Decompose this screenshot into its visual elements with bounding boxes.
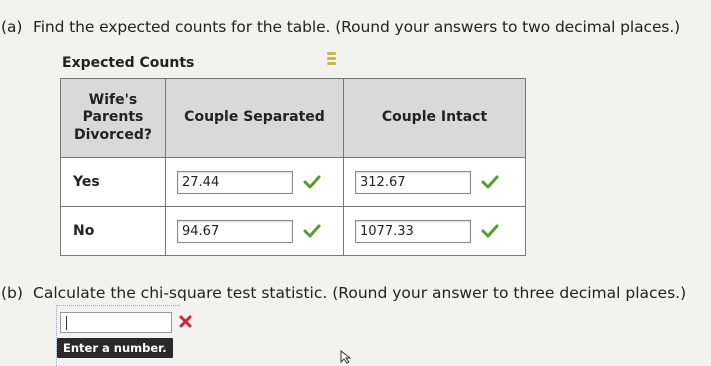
header-couple-separated: Couple Separated: [166, 79, 344, 158]
part-b-text: Calculate the chi-square test statistic. (Round your answer to three decimal places.): [33, 284, 687, 302]
incorrect-x-icon: [179, 315, 192, 328]
expected-counts-title: Expected Counts: [62, 55, 195, 71]
loading-spinner-icon: [323, 50, 339, 72]
text-caret: [66, 316, 67, 330]
input-tooltip: Enter a number.: [57, 338, 173, 358]
part-b-label: (b): [1, 284, 23, 302]
mouse-pointer-icon: [340, 350, 352, 364]
no-separated-input[interactable]: 94.67: [177, 220, 293, 243]
table-header-row: [61, 79, 526, 158]
part-a-text: Find the expected counts for the table. (Round your answers to two decimal places.): [33, 18, 681, 36]
part-a-label: (a): [1, 18, 23, 36]
correct-check-icon: [303, 224, 321, 238]
no-intact-input[interactable]: 1077.33: [355, 220, 471, 243]
table-row-no: [61, 207, 526, 256]
yes-separated-input[interactable]: 27.44: [177, 171, 293, 194]
row-label-yes: Yes: [61, 158, 166, 207]
yes-intact-input[interactable]: 312.67: [355, 171, 471, 194]
cell-yes-separated: [166, 158, 344, 207]
chi-square-input[interactable]: [60, 312, 172, 333]
correct-check-icon: [303, 175, 321, 189]
header-couple-intact: Couple Intact: [344, 79, 526, 158]
cell-no-intact: [344, 207, 526, 256]
header-wife-parents-divorced: Wife's Parents Divorced?: [61, 79, 166, 158]
expected-counts-table: [60, 78, 526, 256]
cell-no-separated: [166, 207, 344, 256]
cell-yes-intact: [344, 158, 526, 207]
row-label-no: No: [61, 207, 166, 256]
table-row-yes: [61, 158, 526, 207]
correct-check-icon: [481, 224, 499, 238]
correct-check-icon: [481, 175, 499, 189]
